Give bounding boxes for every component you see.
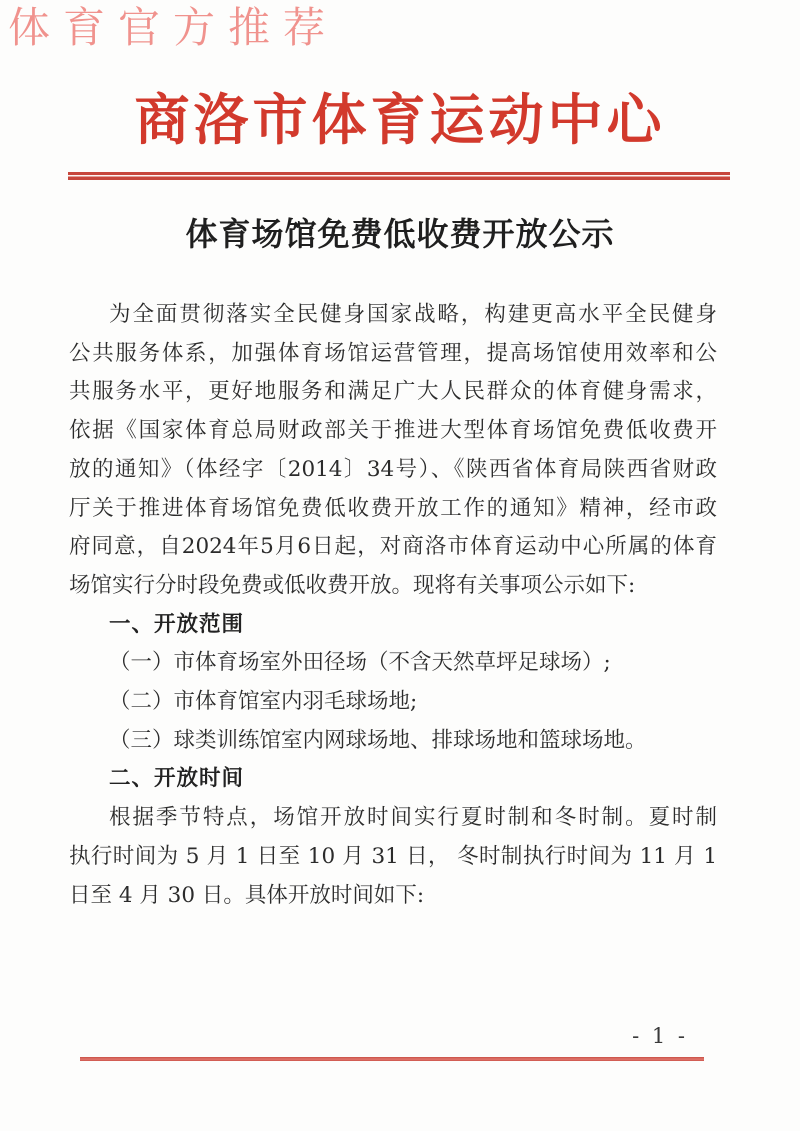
list-item: （一）市体育场室外田径场（不含天然草坪足球场）; [109, 650, 611, 676]
doc-line: 依据《国家体育总局财政部关于推进大型体育场馆免费低收费开 [69, 418, 717, 444]
doc-line: 公共服务体系，加强体育场馆运营管理，提高场馆使用效率和公 [69, 340, 717, 366]
page-number: - 1 - [632, 1024, 688, 1048]
doc-line: 放的通知》（体经字〔2014〕34号）、《陕西省体育局陕西省财政 [69, 456, 717, 482]
watermark-text: 体育官方推荐 [8, 3, 339, 52]
list-item: （三）球类训练馆室内网球场地、排球场地和篮球场地。 [109, 727, 647, 753]
list-item: （二）市体育馆室内羽毛球场地; [109, 689, 418, 715]
doc-line: 根据季节特点，场馆开放时间实行夏时制和冬时制。夏时制 [109, 805, 717, 831]
letterhead-organization-name: 商洛市体育运动中心 [134, 87, 666, 152]
doc-line: 日至 4 月 30 日。具体开放时间如下: [69, 882, 425, 908]
section-heading-open-hours: 二、开放时间 [109, 766, 245, 792]
document-body [69, 296, 717, 915]
letterhead-divider-rule [68, 172, 730, 180]
doc-line: 场馆实行分时段免费或低收费开放。现将有关事项公示如下: [69, 572, 636, 598]
doc-line: 厅关于推进体育场馆免费低收费开放工作的通知》精神，经市政 [69, 495, 717, 521]
doc-line: 执行时间为 5 月 1 日至 10 月 31 日， 冬时制执行时间为 11 月 1 [69, 843, 717, 869]
doc-line: 为全面贯彻落实全民健身国家战略，构建更高水平全民健身 [109, 302, 717, 327]
doc-line: 府同意，自2024年5月6日起，对商洛市体育运动中心所属的体育 [69, 534, 717, 560]
footer-rule [80, 1057, 704, 1061]
doc-line: 共服务水平，更好地服务和满足广大人民群众的体育健身需求， [69, 379, 717, 405]
section-heading-open-scope: 一、开放范围 [109, 611, 245, 637]
document-title: 体育场馆免费低收费开放公示 [185, 215, 615, 253]
